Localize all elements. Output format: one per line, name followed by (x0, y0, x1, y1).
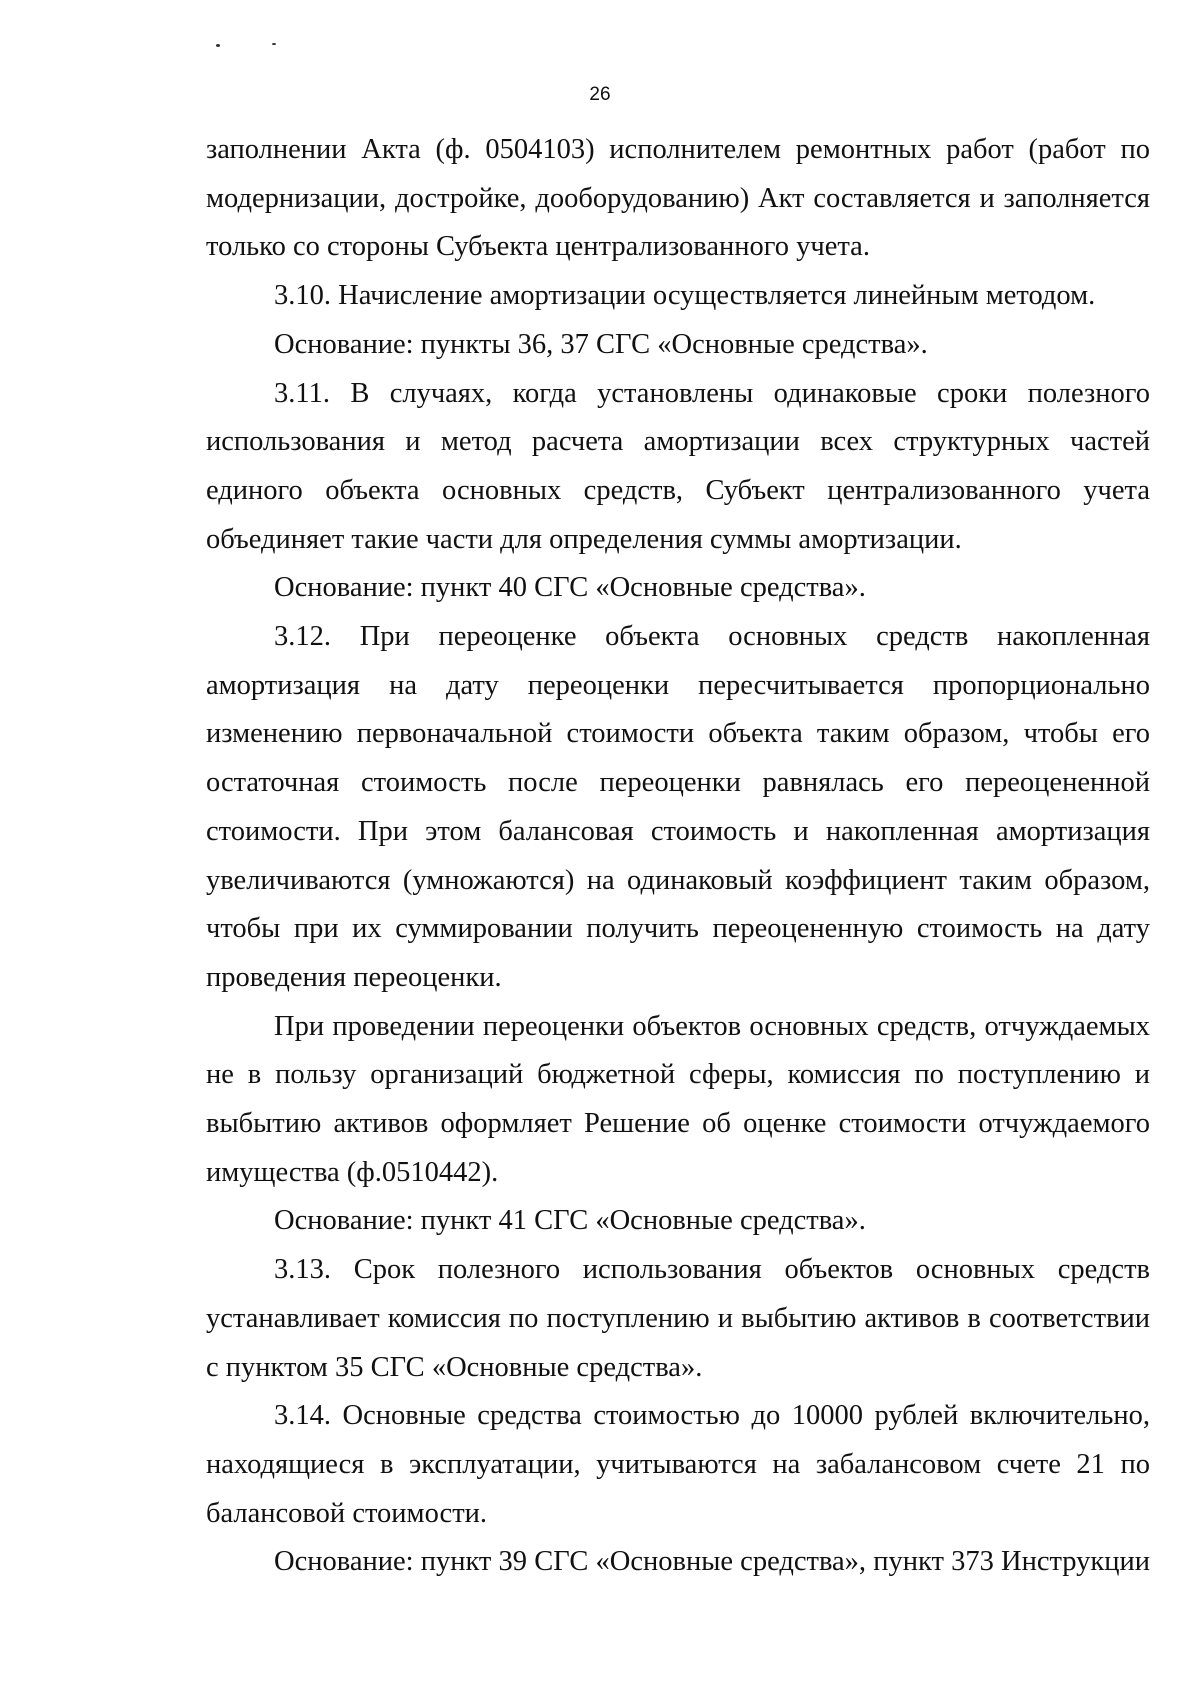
document-body (206, 126, 1150, 1587)
paragraph-3-11: 3.11. В случаях, когда установлены одинаковые сроки полезного использования и метод расчета амортизации всех структурных частей единого объекта основных средств, Субъект централизованного учета объединяет такие части для определения суммы амортизации. (206, 377, 1150, 555)
basis-paragraph: Основание: пункты 36, 37 СГС «Основные средства». (274, 328, 928, 360)
scan-speck (272, 43, 276, 45)
basis-paragraph: Основание: пункт 41 СГС «Основные средства». (274, 1205, 866, 1237)
paragraph-3-14: 3.14. Основные средства стоимостью до 10000 рублей включительно, находящиеся в эксплуатации, учитываются на забалансовом счете 21 по балансовой стоимости. (206, 1400, 1150, 1529)
scan-speck (216, 44, 220, 47)
page-number: 26 (589, 84, 611, 105)
basis-paragraph: Основание: пункт 40 СГС «Основные средства». (274, 572, 866, 604)
paragraph-3-13: 3.13. Срок полезного использования объектов основных средств устанавливает комиссия по поступлению и выбытию активов в соответствии с пунктом 35 СГС «Основные средства». (206, 1254, 1150, 1383)
paragraph-3-10: 3.10. Начисление амортизации осуществляется линейным методом. (274, 280, 1096, 312)
paragraph-continued: заполнении Акта (ф. 0504103) исполнителем ремонтных работ (работ по модернизации, достройке, дооборудованию) Акт составляется и заполняется только со стороны Субъекта централизованного учета. (206, 134, 1150, 263)
basis-paragraph: Основание: пункт 39 СГС «Основные средства», пункт 373 Инструкции (274, 1546, 1150, 1578)
paragraph-3-12: 3.12. При переоценке объекта основных средств накопленная амортизация на дату переоценки пересчитывается пропорционально изменению первоначальной стоимости объекта таким образом, чтобы его остаточная стоимость после переоценки равнялась его переоцененной стоимости. При этом балансовая стоимость и накопленная амортизация увеличиваются (умножаются) на одинаковый коэффициент таким образом, чтобы при их суммировании получить переоцененную стоимость на дату проведения переоценки. (206, 621, 1150, 993)
paragraph-revaluation: При проведении переоценки объектов основных средств, отчуждаемых не в пользу организаций бюджетной сферы, комиссия по поступлению и выбытию активов оформляет Решение об оценке стоимости отчуждаемого имущества (ф.0510442). (206, 1010, 1150, 1188)
